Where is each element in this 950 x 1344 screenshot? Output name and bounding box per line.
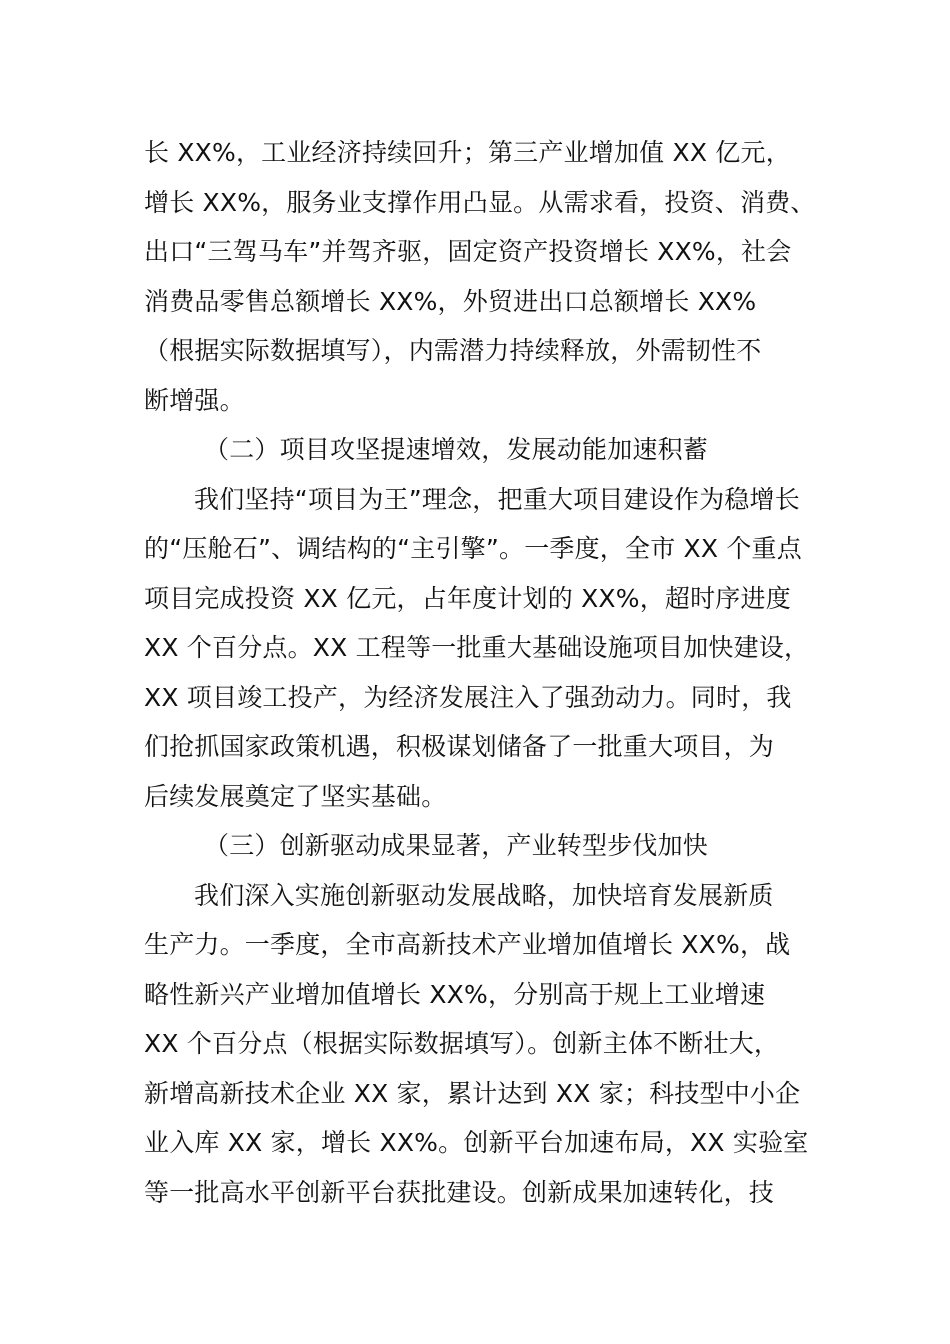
text-line: 新增高新技术企业 XX 家，累计达到 XX 家；科技型中小企 [144,1078,801,1108]
text-line: 项目完成投资 XX 亿元，占年度计划的 XX%，超时序进度 [144,583,791,613]
text-line: 的“压舱石”、调结构的“主引擎”。一季度，全市 XX 个重点 [144,534,802,563]
text-line: 消费品零售总额增长 XX%，外贸进出口总额增长 XX% [144,286,757,316]
text-line: 出口“三驾马车”并驾齐驱，固定资产投资增长 XX%，社会 [144,237,792,266]
text-line: 们抢抓国家政策机遇，积极谋划储备了一批重大项目，为 [144,732,775,761]
text-line: XX 项目竣工投产，为经济发展注入了强劲动力。同时，我 [144,682,792,712]
text-line: XX 个百分点。XX 工程等一批重大基础设施项目加快建设， [144,633,810,662]
text-line: 等一批高水平创新平台获批建设。创新成果加速转化，技 [144,1177,775,1207]
text-line: XX 个百分点（根据实际数据填写）。创新主体不断壮大， [144,1029,780,1058]
document-body [144,128,834,1217]
paragraph-start-line: 我们坚持“项目为王”理念，把重大项目建设作为稳增长 [194,484,800,514]
section-heading-2: （二）项目攻坚提速增效，发展动能加速积蓄 [204,435,709,464]
text-line: 生产力。一季度，全市高新技术产业增加值增长 XX%，战 [144,930,791,959]
section-heading-3: （三）创新驱动成果显著，产业转型步伐加快 [204,831,709,860]
text-line: 断增强。 [144,385,245,415]
text-line: 业入库 XX 家，增长 XX%。创新平台加速布局，XX 实验室 [144,1128,809,1157]
paragraph-start-line: 我们深入实施创新驱动发展战略，加快培育发展新质 [194,880,774,910]
text-line: 增长 XX%，服务业支撑作用凸显。从需求看，投资、消费、 [144,187,816,217]
text-line: （根据实际数据填写），内需潜力持续释放，外需韧性不 [144,336,762,365]
text-line: 后续发展奠定了坚实基础。 [144,781,447,811]
text-line: 长 XX%，工业经济持续回升；第三产业增加值 XX 亿元， [144,138,791,167]
text-line: 略性新兴产业增加值增长 XX%，分别高于规上工业增速 [144,979,766,1009]
